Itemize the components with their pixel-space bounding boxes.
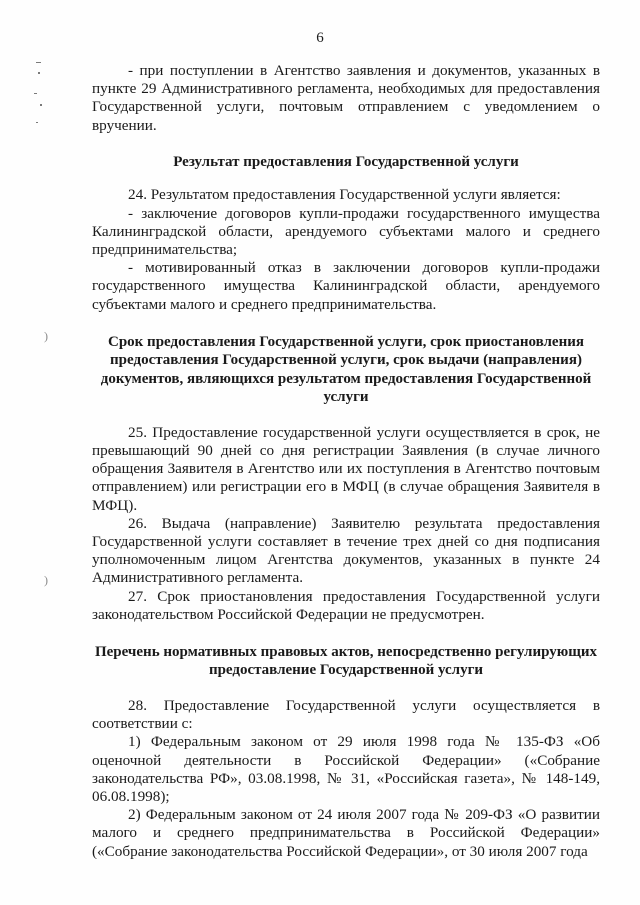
paragraph-27: 27. Срок приостановления предоставления Государственной услуги законодательством Российской Федерации не предусмотрен. [92, 587, 600, 623]
paragraph-26: 26. Выдача (направление) Заявителю результата предоставления Государственной услуги составляет в течение трех дней со дня подписания уполномоченным лицом Агентства документов, указанных в пункте 24 Административного регламента. [92, 514, 600, 587]
page-number: 6 [316, 30, 324, 46]
scan-artifact [38, 72, 40, 74]
document-body [92, 62, 600, 861]
section-heading-term: Срок предоставления Государственной услуги, срок приостановления предоставления Государственной услуги, срок выдачи (направления) документов, являющихся результатом предоставления Государственной услуги [100, 333, 592, 406]
scan-artifact: ) [44, 573, 48, 587]
scan-artifact: ) [44, 329, 48, 343]
paragraph-24: 24. Результатом предоставления Государственной услуги является: [128, 186, 561, 204]
paragraph-28: 28. Предоставление Государственной услуги осуществляется в соответствии с: [92, 696, 600, 733]
paragraph-24-item-a: - заключение договоров купли-продажи государственного имущества Калининградской области, арендуемого субъектами малого и среднего предпринимательства; [92, 204, 600, 258]
paragraph-25: 25. Предоставление государственной услуги осуществляется в срок, не превышающий 90 дней со дня регистрации Заявления (в случае личного обращения Заявителя в Агентство или их поступления в Агентство почтовым отправлением) или регистрации его в МФЦ (в случае обращения Заявителя в МФЦ). [92, 423, 600, 514]
paragraph-28-item-2: 2) Федеральным законом от 24 июля 2007 года № 209-ФЗ «О развитии малого и среднего предпринимательства в Российской Федерации» («Собрание законодательства Российской Федерации», от 30 июля 2007 года [92, 806, 600, 860]
scan-artifact [36, 122, 38, 123]
scan-artifact [36, 62, 41, 63]
section-heading-acts: Перечень нормативных правовых актов, непосредственно регулирующих предоставление Государственной услуги [94, 643, 598, 679]
section-heading-result: Результат предоставления Государственной услуги [173, 153, 519, 170]
paragraph-24-item-b: - мотивированный отказ в заключении договоров купли-продажи государственного имущества Калининградской области, арендуемого субъектами малого и среднего предпринимательства. [92, 259, 600, 313]
scan-artifact [40, 104, 42, 106]
paragraph: - при поступлении в Агентство заявления и документов, указанных в пункте 29 Административного регламента, необходимых для предоставления Государственной услуги, почтовым отправлением с уведомлением о вручении. [92, 62, 600, 134]
paragraph-28-item-1: 1) Федеральным законом от 29 июля 1998 года № 135-ФЗ «Об оценочной деятельности в Российской Федерации» («Собрание законодательства РФ», 03.08.1998, № 31, «Российская газета», № 148-149, 06.08.1998); [92, 733, 600, 805]
scan-artifact [34, 93, 37, 94]
